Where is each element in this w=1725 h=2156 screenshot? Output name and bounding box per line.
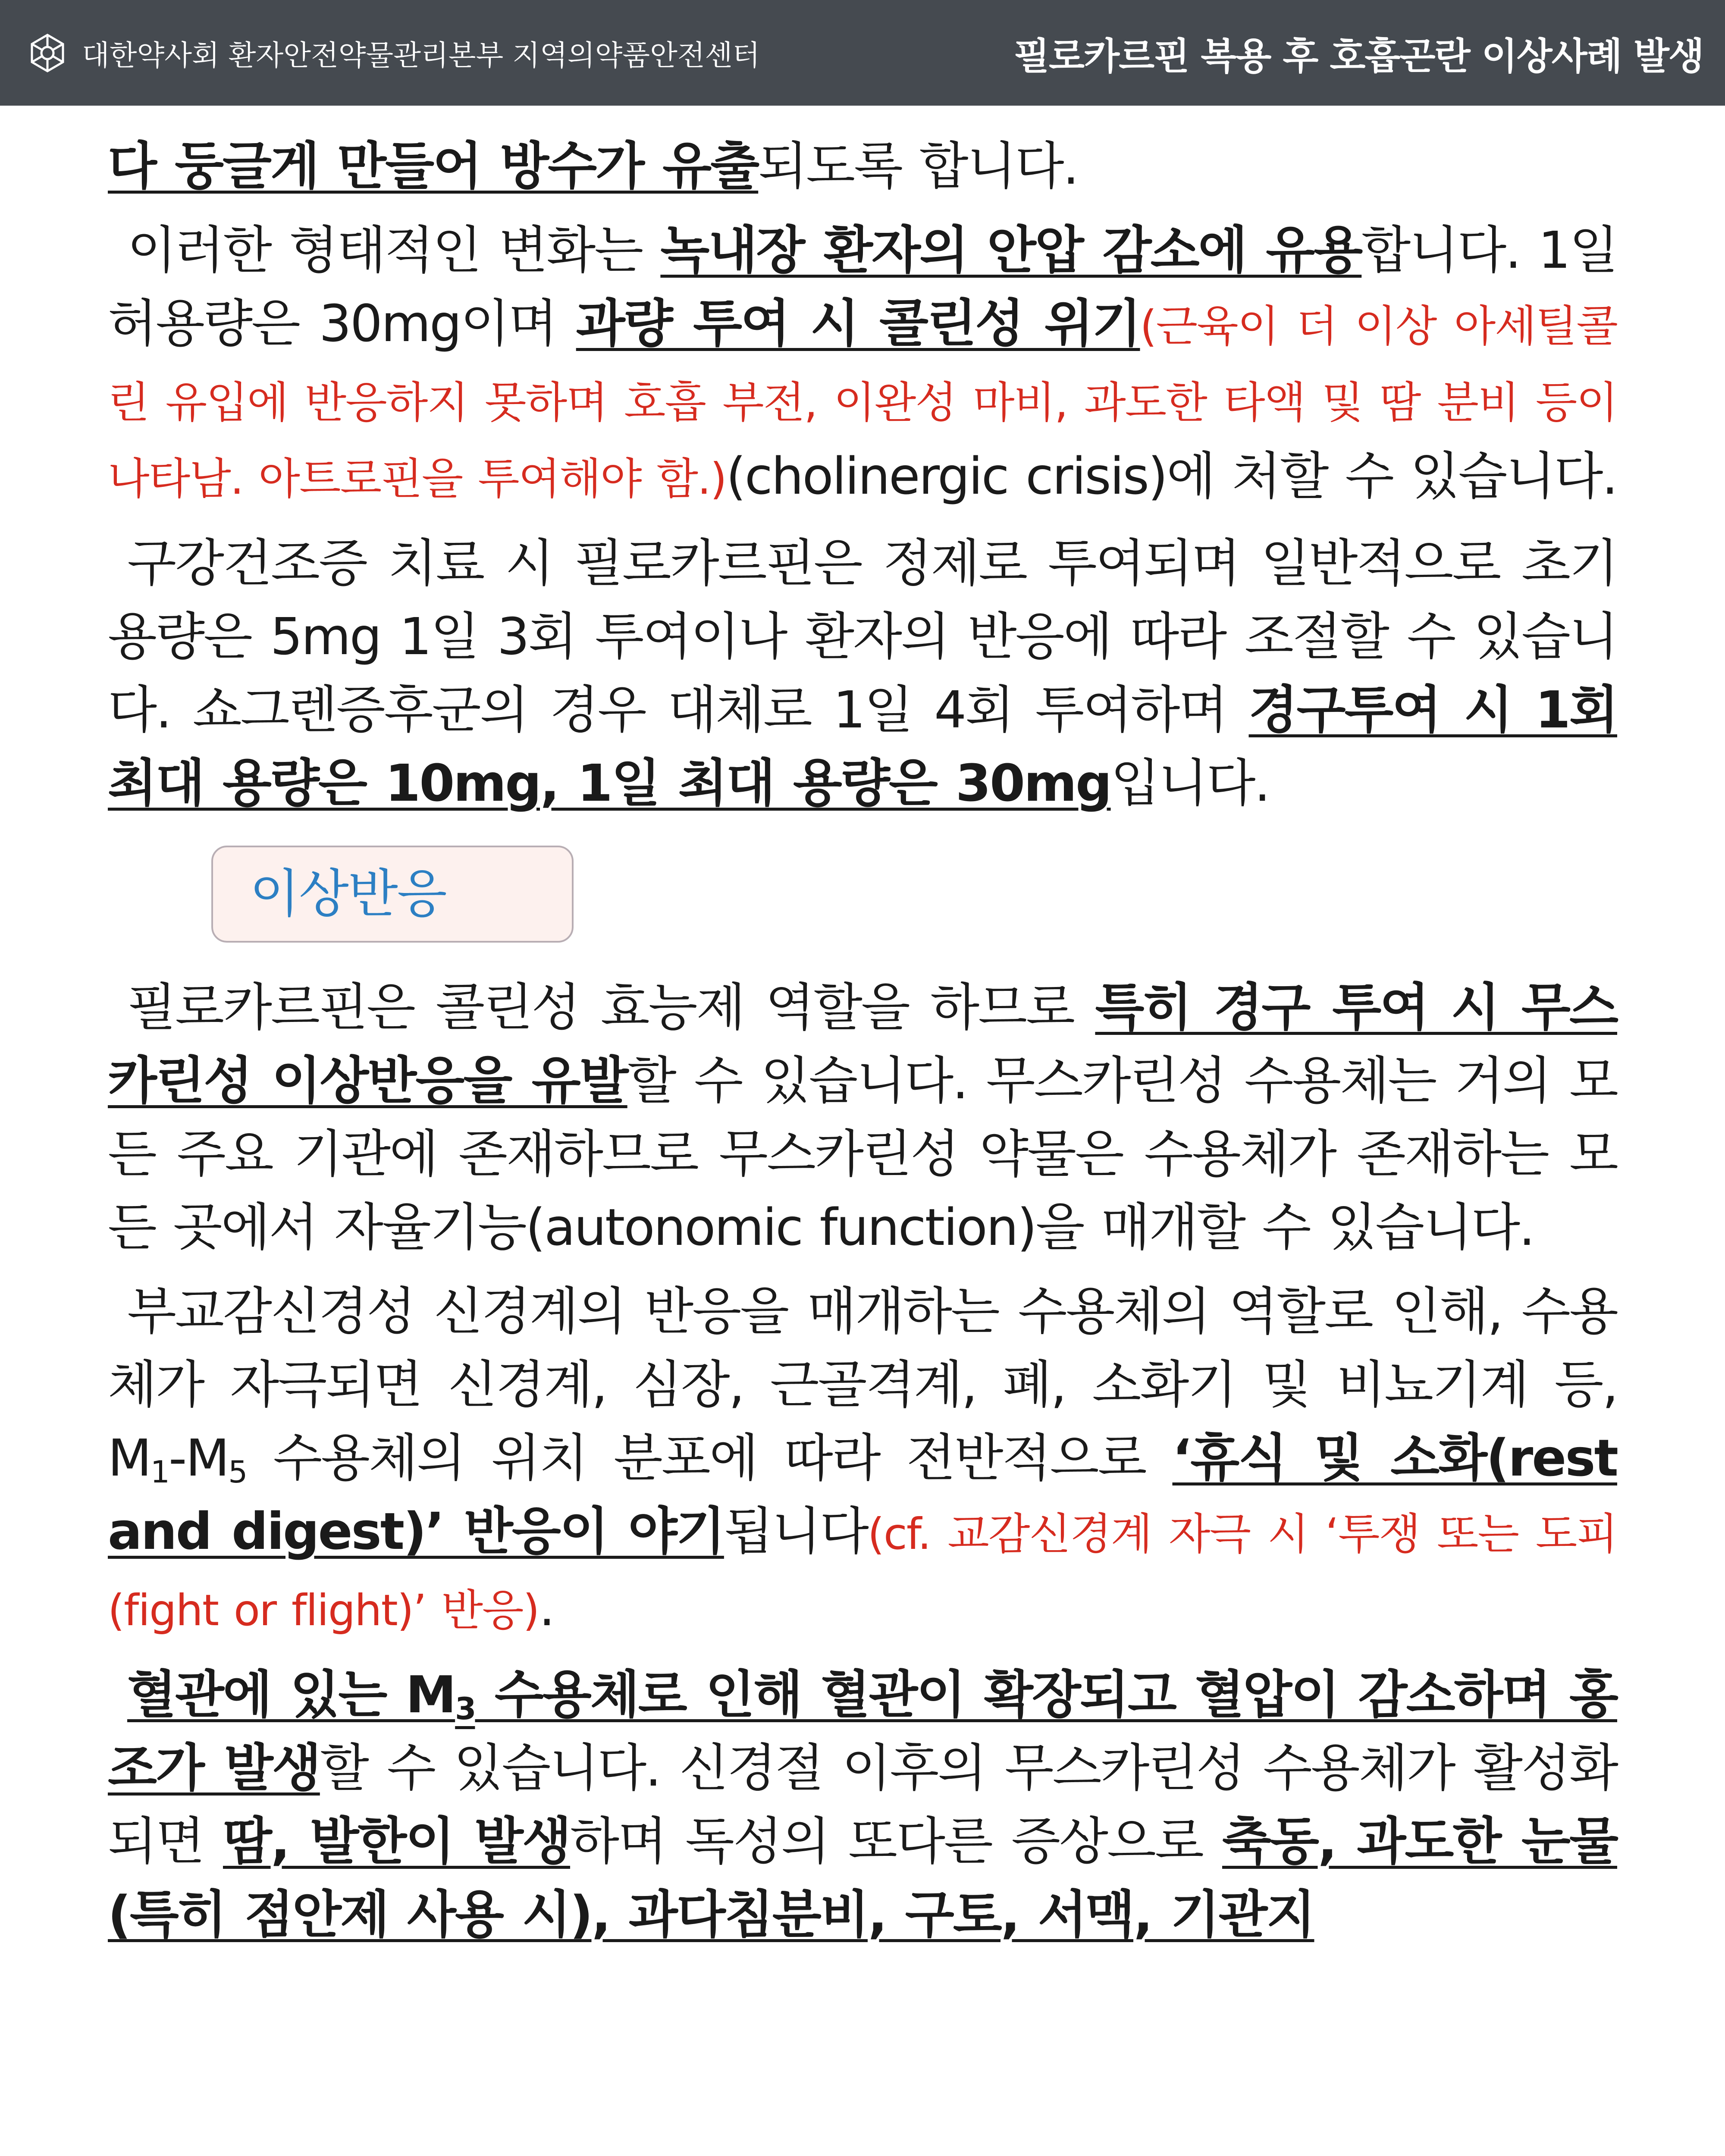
emphasis-text: 경구투여 시 1회 최대 용량은 10mg, 1일 최대 용량은 30mg [108, 680, 1617, 813]
document-title: 필로카르핀 복용 후 호흡곤란 이상사례 발생 [1013, 34, 1703, 78]
body-text: 필로카르핀은 콜린성 효능제 역할을 하므로 [127, 978, 1095, 1037]
emphasis-text: 과량 투여 시 콜린성 위기 [576, 294, 1140, 353]
header-bar [0, 0, 1725, 106]
body-text: 할 수 있습니다. 무스카린성 수용체는 거의 모든 주요 기관에 존재하므로 무스카린성 약물은 수용체가 존재하는 모든 곳에서 자율기능(autonomic function)을 매개할 수 있습니다. [108, 1051, 1617, 1257]
red-note-text: (cf. 교감신경계 자극 시 ‘투쟁 또는 도피(fight or flight)’ 반응) [108, 1509, 1618, 1636]
body-text: 구강건조증 치료 시 필로카르핀은 정제로 투여되며 일반적으로 초기용량은 5mg 1일 3회 투여이나 환자의 반응에 따라 조절할 수 있습니다. 쇼그렌증후군의 경우 대체로 1일 4회 투여하며 [108, 533, 1618, 740]
body-text: 할 수 있습니다. 신경절 이후의 무스카린성 수용체가 활성화되면 [108, 1738, 1617, 1871]
emphasis-text: ‘휴식 및 소화(rest and digest)’ 반응이 야기 [108, 1428, 1617, 1561]
subscript: 5 [228, 1454, 247, 1490]
body-text: 부교감신경성 신경계의 반응을 매개하는 수용체의 역할로 인해, 수용체가 자극되면 신경계, 심장, 근골격계, 폐, 소화기 및 비뇨기계 등, M [108, 1282, 1617, 1488]
document-body [108, 129, 1617, 1962]
body-text: 하며 독성의 또다른 증상으로 [570, 1811, 1223, 1871]
emphasis-text: 축동, 과도한 눈물(특히 점안제 사용 시), 과다침분비, 구토, 서맥, 기관지 [108, 1811, 1617, 1944]
paragraph-drainage [108, 129, 1617, 203]
section-heading-label: 이상반응 [250, 864, 446, 924]
paragraph-dosage [108, 526, 1617, 820]
body-text: (cholinergic crisis)에 처할 수 있습니다. [726, 446, 1617, 506]
emphasis-text: 특히 경구 투여 시 무스카린성 이상반응을 유발 [108, 978, 1617, 1110]
body-text: 됩니다 [724, 1501, 868, 1561]
red-note-text: (근육이 더 이상 아세틸콜린 유입에 반응하지 못하며 호흡 부전, 이완성 마비, 과도한 타액 및 땀 분비 등이 나타남. 아트로핀을 투여해야 함.) [108, 301, 1617, 504]
pharmacy-association-logo-icon [26, 31, 69, 75]
emphasis-text: 다 둥글게 만들어 방수가 유출 [108, 136, 759, 196]
body-text: 되도록 합니다. [758, 136, 1078, 196]
body-text: 수용체의 위치 분포에 따라 전반적으로 [246, 1428, 1173, 1488]
paragraph-parasympathetic [108, 1275, 1617, 1647]
body-text: 합니다. 1일 허용량은 30mg이며 [108, 220, 1617, 353]
paragraph-muscarinic [108, 971, 1617, 1264]
emphasis-text: 땀, 발한이 발생 [223, 1811, 570, 1871]
subscript: 1 [150, 1454, 169, 1490]
body-text: 이러한 형태적인 변화는 [127, 220, 661, 280]
paragraph-glaucoma [108, 213, 1617, 516]
body-text: -M [168, 1428, 229, 1488]
subscript: 3 [455, 1691, 475, 1727]
section-heading-adverse-reactions [211, 846, 574, 943]
paragraph-symptoms [108, 1658, 1617, 1951]
emphasis-text: 수용체로 인해 혈관이 확장되고 혈압이 감소하며 홍조가 발생 [108, 1665, 1617, 1798]
emphasis-text: 혈관에 있는 M [127, 1665, 455, 1724]
body-text: 입니다. [1110, 753, 1270, 813]
body-text: . [539, 1578, 554, 1637]
organization-name: 대한약사회 환자안전약물관리본부 지역의약품안전센터 [82, 39, 760, 72]
emphasis-text: 녹내장 환자의 안압 감소에 유용 [660, 220, 1362, 280]
